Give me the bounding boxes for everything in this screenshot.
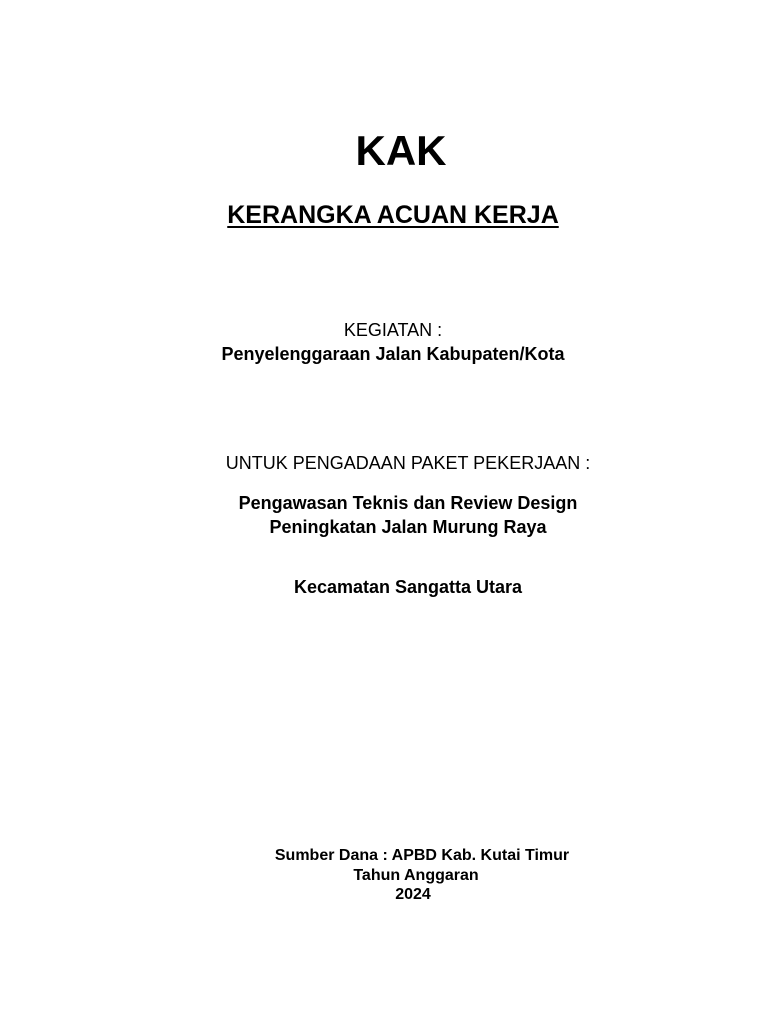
paket-name-line-1: Pengawasan Teknis dan Review Design	[238, 493, 578, 513]
document-title: KAK	[355, 127, 447, 174]
kegiatan-label: KEGIATAN :	[343, 320, 443, 340]
sumber-dana: Sumber Dana : APBD Kab. Kutai Timur	[274, 847, 570, 864]
kegiatan-value: Penyelenggaraan Jalan Kabupaten/Kota	[221, 344, 565, 364]
paket-name-line-2: Peningkatan Jalan Murung Raya	[269, 517, 547, 537]
tahun-anggaran-value: 2024	[395, 886, 431, 903]
kecamatan: Kecamatan Sangatta Utara	[293, 577, 523, 597]
paket-label: UNTUK PENGADAAN PAKET PEKERJAAN :	[225, 453, 591, 473]
document-subtitle: KERANGKA ACUAN KERJA	[227, 201, 559, 229]
tahun-anggaran-label: Tahun Anggaran	[353, 867, 479, 884]
